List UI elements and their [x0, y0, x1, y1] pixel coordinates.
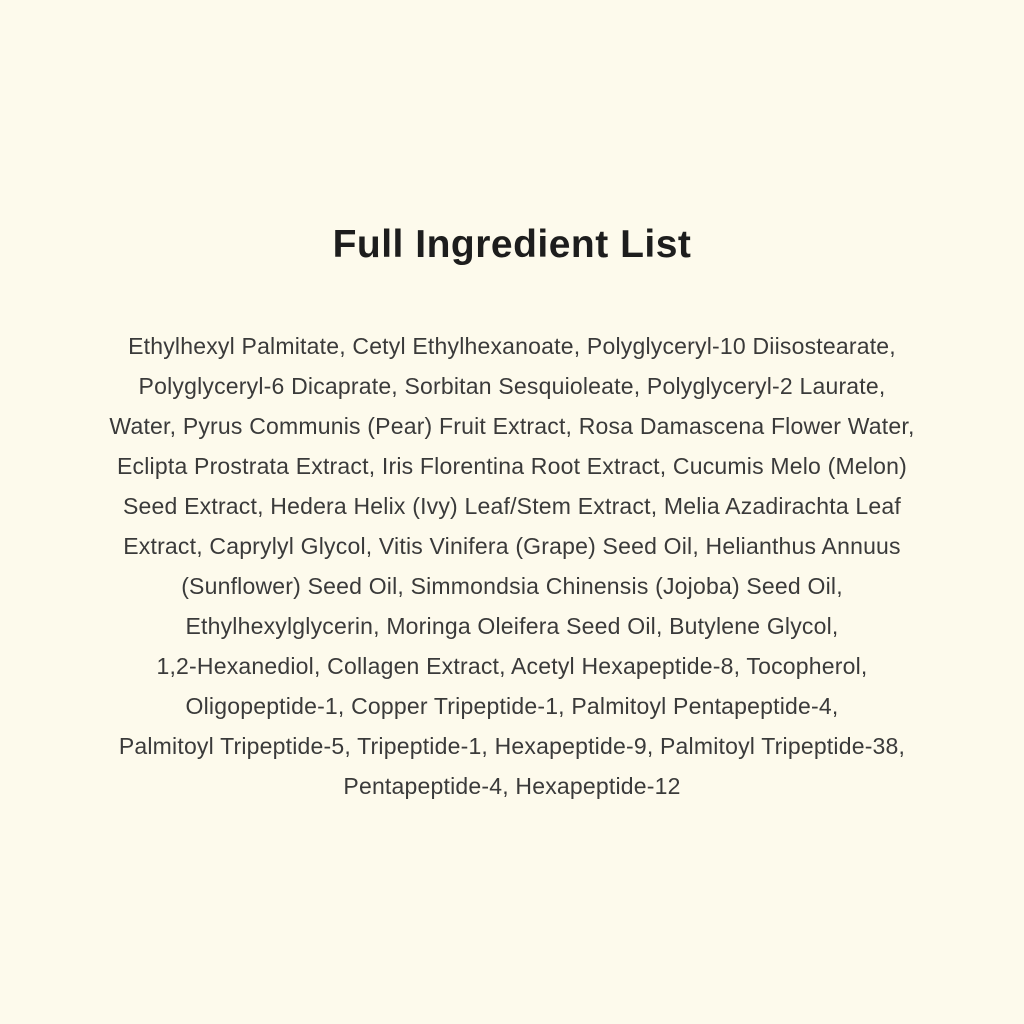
ingredient-line: Polyglyceryl-6 Dicaprate, Sorbitan Sesquioleate, Polyglyceryl-2 Laurate, — [138, 373, 886, 399]
page-title: Full Ingredient List — [332, 223, 692, 266]
ingredient-line: Pentapeptide-4, Hexapeptide-12 — [343, 773, 681, 799]
ingredient-line: Palmitoyl Tripeptide-5, Tripeptide-1, Hexapeptide-9, Palmitoyl Tripeptide-38, — [118, 733, 906, 759]
ingredient-list — [0, 326, 1024, 806]
ingredient-line: Extract, Caprylyl Glycol, Vitis Vinifera (Grape) Seed Oil, Helianthus Annuus — [123, 533, 901, 559]
ingredient-line: Ethylhexyl Palmitate, Cetyl Ethylhexanoate, Polyglyceryl-10 Diisostearate, — [128, 333, 896, 359]
ingredient-line: 1,2-Hexanediol, Collagen Extract, Acetyl Hexapeptide-8, Tocopherol, — [156, 653, 868, 679]
ingredient-line: Water, Pyrus Communis (Pear) Fruit Extract, Rosa Damascena Flower Water, — [109, 413, 915, 439]
ingredient-line: Eclipta Prostrata Extract, Iris Florentina Root Extract, Cucumis Melo (Melon) — [117, 453, 907, 479]
ingredient-line: Oligopeptide-1, Copper Tripeptide-1, Palmitoyl Pentapeptide-4, — [185, 693, 839, 719]
ingredient-line: (Sunflower) Seed Oil, Simmondsia Chinensis (Jojoba) Seed Oil, — [181, 573, 843, 599]
ingredient-line: Seed Extract, Hedera Helix (Ivy) Leaf/Stem Extract, Melia Azadirachta Leaf — [123, 493, 901, 519]
ingredient-line: Ethylhexylglycerin, Moringa Oleifera Seed Oil, Butylene Glycol, — [185, 613, 839, 639]
